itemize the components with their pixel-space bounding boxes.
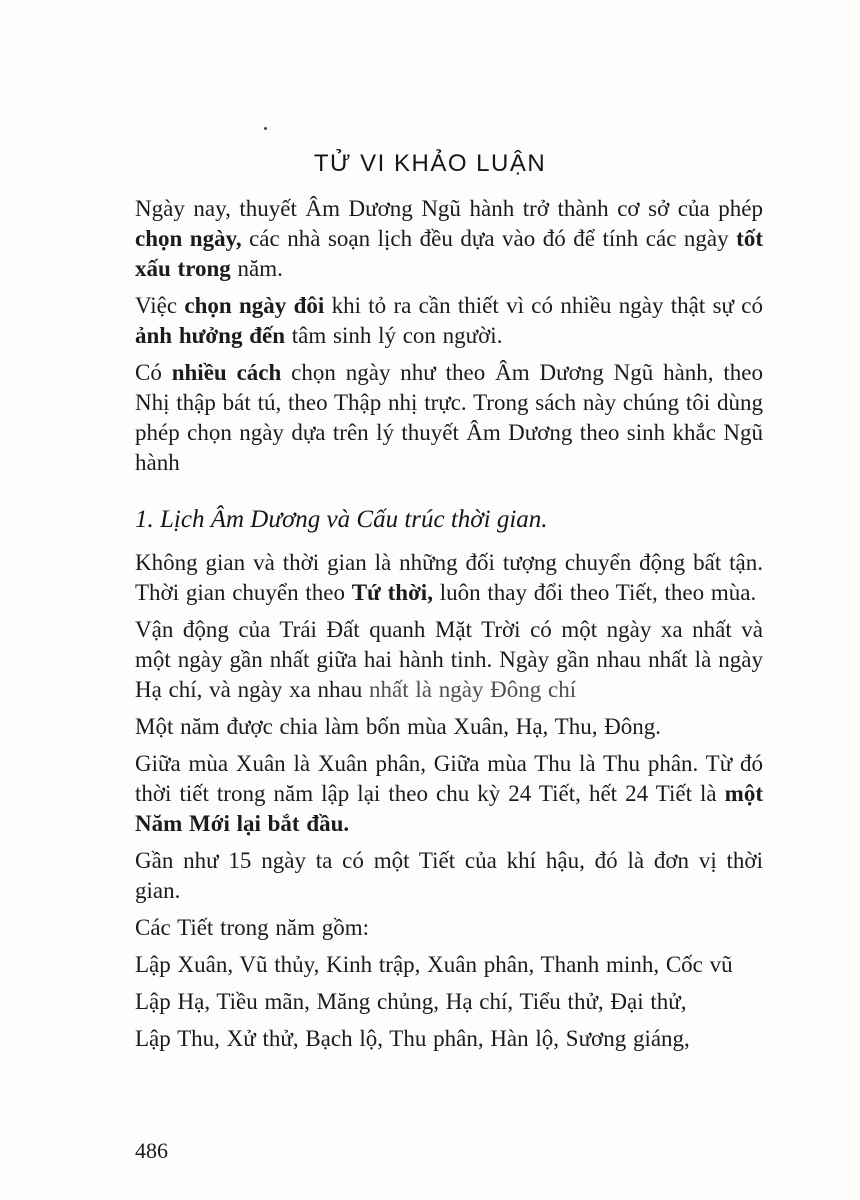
page-content — [135, 194, 763, 1061]
paragraph — [135, 1024, 763, 1054]
text-run: chọn ngày, — [135, 226, 242, 251]
text-run: tốt xấu trong — [135, 226, 763, 281]
page-title: TỬ VI KHẢO LUẬN — [313, 150, 547, 177]
paragraph — [135, 615, 763, 705]
paragraph — [135, 291, 763, 351]
text-run: nhất là ngày Đông chí — [369, 677, 577, 702]
page-number: 486 — [135, 1138, 168, 1163]
paragraph — [135, 846, 763, 906]
text-run: chọn ngày như theo Âm Dương Ngũ hành, theo Nhị thập bát tú, theo Thập nhị trực. Trong sách này chúng tôi dùng phép chọn ngày dựa trên lý thuyết Âm Dương theo sinh khắc Ngũ hành — [135, 360, 764, 475]
text-run: một Năm Mới lại bắt đầu. — [135, 781, 763, 836]
text-run: Một năm được chia làm bốn mùa Xuân, Hạ, Thu, Đông. — [135, 714, 662, 739]
text-run: Ngày nay, thuyết Âm Dương Ngũ hành trở thành cơ sở của phép — [135, 196, 763, 221]
paragraph — [135, 194, 763, 284]
section-heading — [135, 504, 763, 536]
text-run: Lập Hạ, Tiều mãn, Măng chủng, Hạ chí, Tiểu thử, Đại thử, — [135, 989, 687, 1014]
text-run: 1. Lịch Âm Dương và Cấu trúc thời gian. — [135, 506, 548, 533]
text-run: tâm sinh lý con người. — [285, 323, 503, 348]
text-run: Tứ thời, — [351, 580, 433, 605]
paragraph — [135, 548, 763, 608]
text-run: Các Tiết trong năm gồm: — [135, 915, 369, 940]
text-run: các nhà soạn lịch đều dựa vào đó để tính các ngày — [241, 226, 737, 251]
text-run: khi tỏ ra cần thiết vì có nhiều ngày thật sự có — [324, 293, 764, 318]
text-run: Việc — [135, 293, 185, 318]
text-run: nhiều cách — [171, 360, 282, 385]
text-run: Lập Xuân, Vũ thủy, Kinh trập, Xuân phân, Thanh minh, Cốc vũ — [135, 952, 733, 977]
text-run: Không gian và thời gian là những đối tượng chuyển động bất tận. Thời gian chuyển theo — [135, 550, 763, 605]
scan-artifact-dot — [264, 127, 267, 130]
text-run: ảnh hưởng đến — [135, 323, 285, 348]
paragraph — [135, 950, 763, 980]
text-run: Lập Thu, Xử thử, Bạch lộ, Thu phân, Hàn lộ, Sương giáng, — [135, 1026, 690, 1051]
text-run: Có — [135, 360, 172, 385]
text-run: chọn ngày đôi — [184, 293, 325, 318]
text-run: Giữa mùa Xuân là Xuân phân, Giữa mùa Thu là Thu phân. Từ đó thời tiết trong năm lập lại theo chu kỳ 24 Tiết, hết 24 Tiết là — [135, 751, 763, 806]
text-run: luôn thay đổi theo Tiết, theo mùa. — [432, 580, 757, 605]
paragraph — [135, 913, 763, 943]
paragraph — [135, 712, 763, 742]
text-run: Vận động của Trái Đất quanh Mặt Trời có một ngày xa nhất và một ngày gần nhất giữa hai hành tinh. Ngày gần nhau nhất là ngày Hạ chí, và ngày xa nhau — [135, 617, 763, 702]
paragraph — [135, 987, 763, 1017]
paragraph — [135, 358, 763, 478]
text-run: Gần như 15 ngày ta có một Tiết của khí hậu, đó là đơn vị thời gian. — [135, 848, 763, 903]
text-run: năm. — [230, 256, 283, 281]
paragraph — [135, 749, 763, 839]
